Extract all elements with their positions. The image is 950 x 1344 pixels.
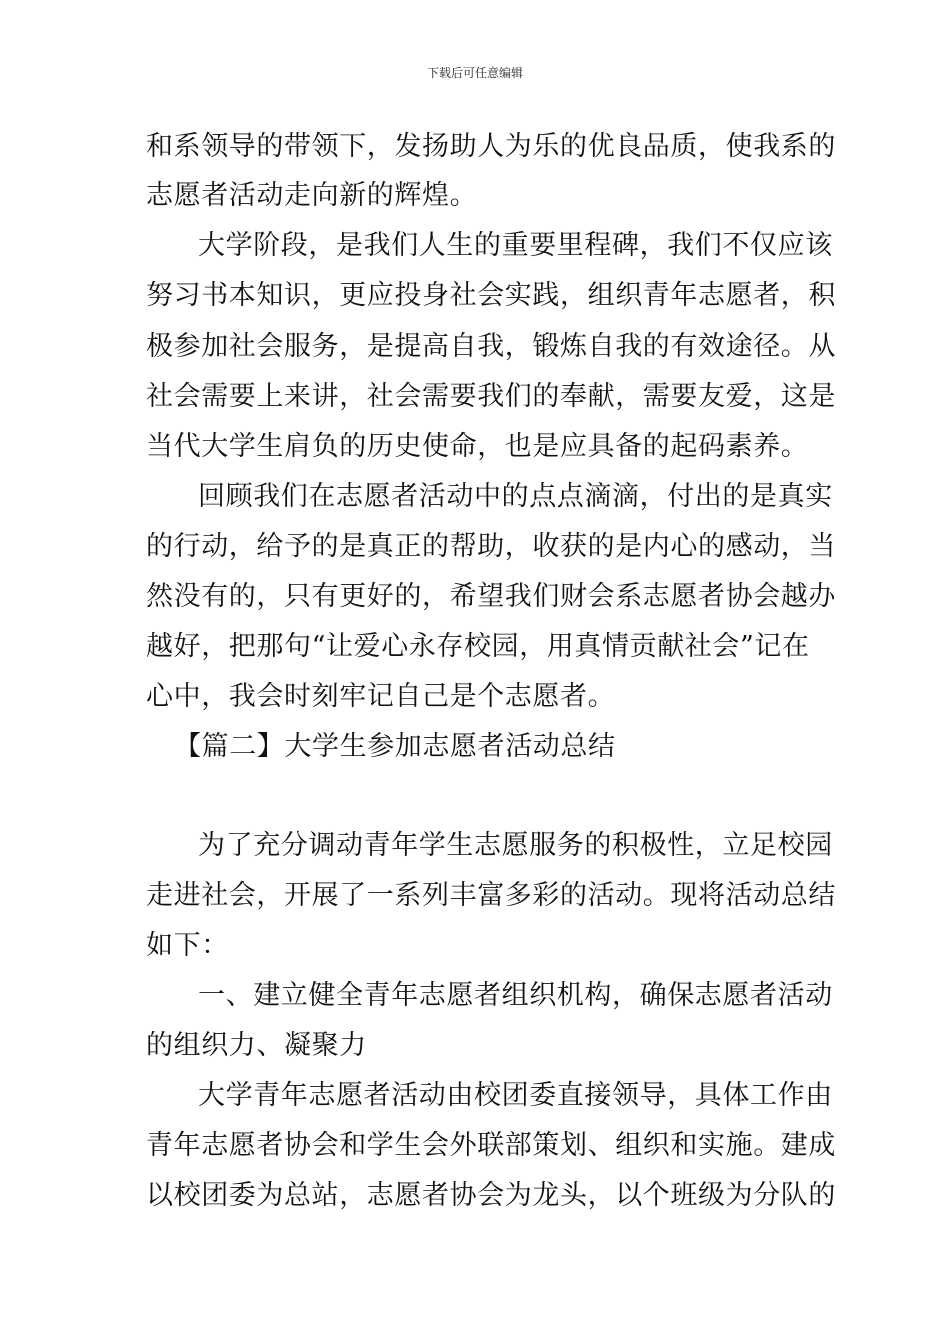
text-line: 回顾我们在志愿者活动中的点点滴滴，付出的是真实 — [198, 481, 833, 512]
text-line: 心中，我会时刻牢记自己是个志愿者。 — [146, 681, 616, 712]
text-line: 当代大学生肩负的历史使命，也是应具备的起码素养。 — [146, 431, 809, 462]
text-line: 如下： — [146, 930, 229, 961]
text-line: 志愿者活动走向新的辉煌。 — [146, 180, 478, 211]
text-line: 青年志愿者协会和学生会外联部策划、组织和实施。建成 — [146, 1130, 836, 1161]
text-line: 的行动，给予的是真正的帮助，收获的是内心的感动，当 — [146, 531, 836, 562]
text-line: 以校团委为总站，志愿者协会为龙头，以个班级为分队的 — [146, 1180, 836, 1211]
text-line: 走进社会，开展了一系列丰富多彩的活动。现将活动总结 — [146, 880, 836, 911]
text-line: 然没有的，只有更好的，希望我们财会系志愿者协会越办 — [146, 581, 836, 612]
text-line: 为了充分调动青年学生志愿服务的积极性，立足校园 — [198, 830, 833, 861]
text-line: 大学青年志愿者活动由校团委直接领导，具体工作由 — [198, 1080, 833, 1111]
text-line: 社会需要上来讲，社会需要我们的奉献，需要友爱，这是 — [146, 381, 836, 412]
text-line: 和系领导的带领下，发扬助人为乐的优良品质，使我系的 — [146, 131, 836, 162]
page-header: 下载后可任意编辑 — [426, 66, 523, 80]
text-line: 大学阶段，是我们人生的重要里程碑，我们不仅应该 — [198, 230, 833, 261]
text-line: 极参加社会服务，是提高自我，锻炼自我的有效途径。从 — [146, 331, 836, 362]
subsection-heading: 一、建立健全青年志愿者组织机构，确保志愿者活动 — [198, 980, 833, 1011]
subsection-heading-continued: 的组织力、凝聚力 — [146, 1030, 367, 1061]
text-line: 努习书本知识，更应投身社会实践，组织青年志愿者，积 — [146, 280, 836, 311]
text-line: 越好，把那句“让爱心永存校园，用真情贡献社会”记在 — [146, 631, 810, 662]
section-heading: 【篇二】大学生参加志愿者活动总结 — [174, 731, 616, 762]
